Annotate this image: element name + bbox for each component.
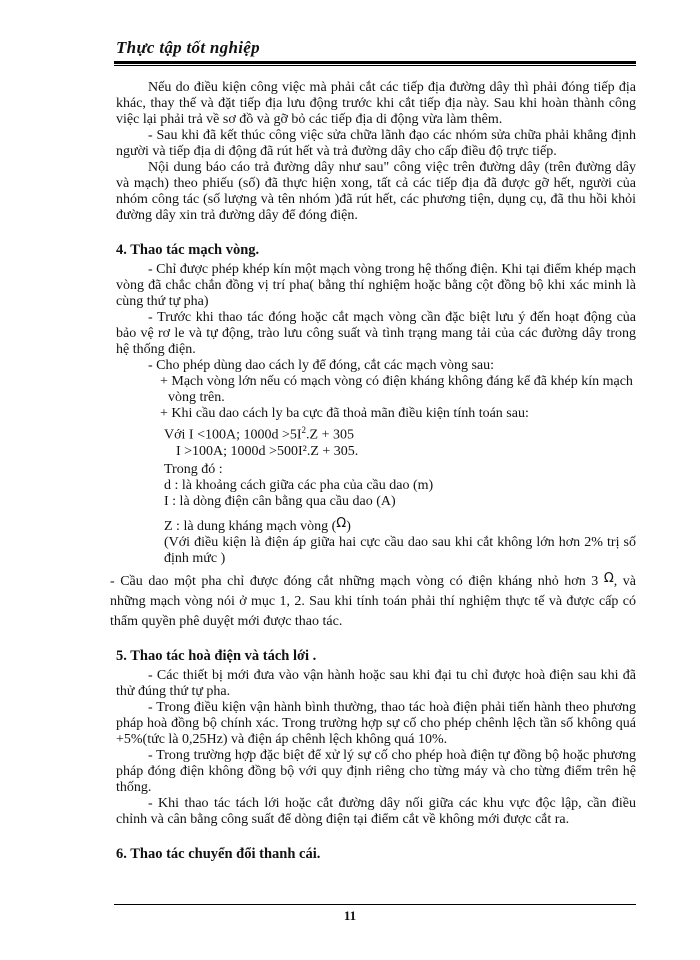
document-body	[110, 80, 637, 862]
paragraph: - Khi thao tác tách lới hoặc cắt đường dây nối giữa các khu vực độc lập, cần điều chỉnh và cân bằng công suất để dòng điện tại điểm cắt về không mới được cắt ra.	[116, 795, 636, 827]
section-heading-4: 4. Thao tác mạch vòng.	[116, 242, 260, 258]
section-heading-6: 6. Thao tác chuyển đổi thanh cái.	[116, 845, 321, 862]
definition-z-text: Z : là dung kháng mạch vòng (	[164, 518, 337, 534]
ohm-symbol: Ω	[603, 570, 614, 586]
page-header-title: Thực tập tốt nghiệp	[116, 38, 260, 57]
header-rule	[114, 61, 636, 64]
paragraph: - Sau khi đã kết thúc công việc sửa chữa lãnh đạo các nhóm sửa chữa phải khẳng định người và tiếp địa di động đã rút hết và trả đường dây cho cấp điều độ trực tiếp.	[116, 128, 636, 159]
paragraph: + Mạch vòng lớn nếu có mạch vòng có điện kháng không đáng kể đã khép kín mạch vòng trên.	[160, 374, 633, 405]
formula-1	[116, 422, 636, 444]
paragraph-text: , và những mạch vòng nói ở mục 1, 2. Sau khi tính toán phải thí nghiệm thực tế và được cấp có thẩm quyền phê duyệt mới được thao tác.	[110, 573, 637, 629]
paragraph: + Khi cầu dao cách ly ba cực đã thoả mãn điều kiện tính toán sau:	[160, 406, 529, 421]
formula-2: I >100A; 1000d >500I².Z + 305.	[176, 443, 359, 459]
formula-1-exponent: 2	[301, 425, 307, 435]
definition-d: d : là khoảng cách giữa các pha của cầu dao (m)	[164, 477, 434, 493]
definition-z-close: )	[346, 518, 351, 534]
header-rule-thin	[114, 65, 636, 66]
paragraph: - Trước khi thao tác đóng hoặc cắt mạch vòng cần đặc biệt lưu ý đến hoạt động của bảo vệ rơ le và tự động, trào lưu công suất và tình trạng mang tải của các đường dây trong hệ thống điện.	[116, 310, 636, 357]
formula-1-left: Với I <100A; 1000d >5I	[164, 427, 302, 443]
paragraph: Nội dung báo cáo trả đường dây như sau" công việc trên đường dây (trên đường dây và mạch) theo phiếu (số) đã thực hiện xong, tất cả các tiếp địa đã được gỡ hết, người của nhóm công tác (số lượng và tên nhóm )đã rút hết, các phương tiện, dụng cụ, đã thu hồi khỏi đường dây xin trả đường dây để đóng điện.	[116, 160, 636, 223]
paragraph	[110, 569, 636, 632]
formula-1-right: .Z + 305	[306, 427, 354, 443]
paragraph: - Chỉ được phép khép kín một mạch vòng trong hệ thống điện. Khi tại điểm khép mạch vòng đã chắc chắn đồng vị trí pha( bằng thí nghiệm hoặc bằng cột đồng bộ khi xác minh là cùng thứ tự pha)	[116, 262, 636, 309]
definition-z	[116, 516, 636, 535]
ohm-symbol: Ω	[336, 515, 347, 531]
paragraph: Nếu do điều kiện công việc mà phải cắt các tiếp địa đường dây thì phải đóng tiếp địa khác, thay thế và đặt tiếp địa lưu động trước khi cắt tiếp địa này. Sau khi hoàn thành công việc lại phải trả về sơ đồ và gỡ bỏ các tiếp địa di động vừa làm thêm.	[116, 80, 636, 127]
page-number: 11	[343, 908, 357, 923]
paragraph: - Trong điều kiện vận hành bình thường, thao tác hoà điện phải tiến hành theo phương pháp hoà đồng bộ chính xác. Trong trường hợp sự cố cho phép chênh lệch tần số không quá +5%(tức là 0,25Hz) và điện áp chênh lệch không quá 10%.	[116, 699, 636, 747]
where-label: Trong đó :	[164, 461, 223, 477]
paragraph: - Trong trường hợp đặc biệt để xử lý sự cố cho phép hoà điện tự đồng bộ hoặc phương pháp đóng điện không đồng bộ với quy định riêng cho từng máy và cho từng điểm trên hệ thống.	[116, 747, 636, 795]
definition-i: I : là dòng điện cân bằng qua cầu dao (A)	[164, 493, 396, 509]
paragraph-text: - Cầu dao một pha chỉ được đóng cắt những mạch vòng có điện kháng nhỏ hơn 3	[110, 573, 599, 589]
footer-rule	[114, 904, 636, 905]
paragraph: - Cho phép dùng dao cách ly để đóng, cắt các mạch vòng sau:	[148, 358, 495, 373]
condition-note: (Với điều kiện là điện áp giữa hai cực cầu dao sau khi cắt không lớn hơn 2% trị số định mức )	[164, 534, 636, 566]
paragraph: - Các thiết bị mới đưa vào vận hành hoặc sau khi đại tu chỉ được hoà điện sau khi đã thử đúng thứ tự pha.	[116, 667, 636, 699]
section-heading-5: 5. Thao tác hoà điện và tách lới .	[116, 647, 317, 664]
